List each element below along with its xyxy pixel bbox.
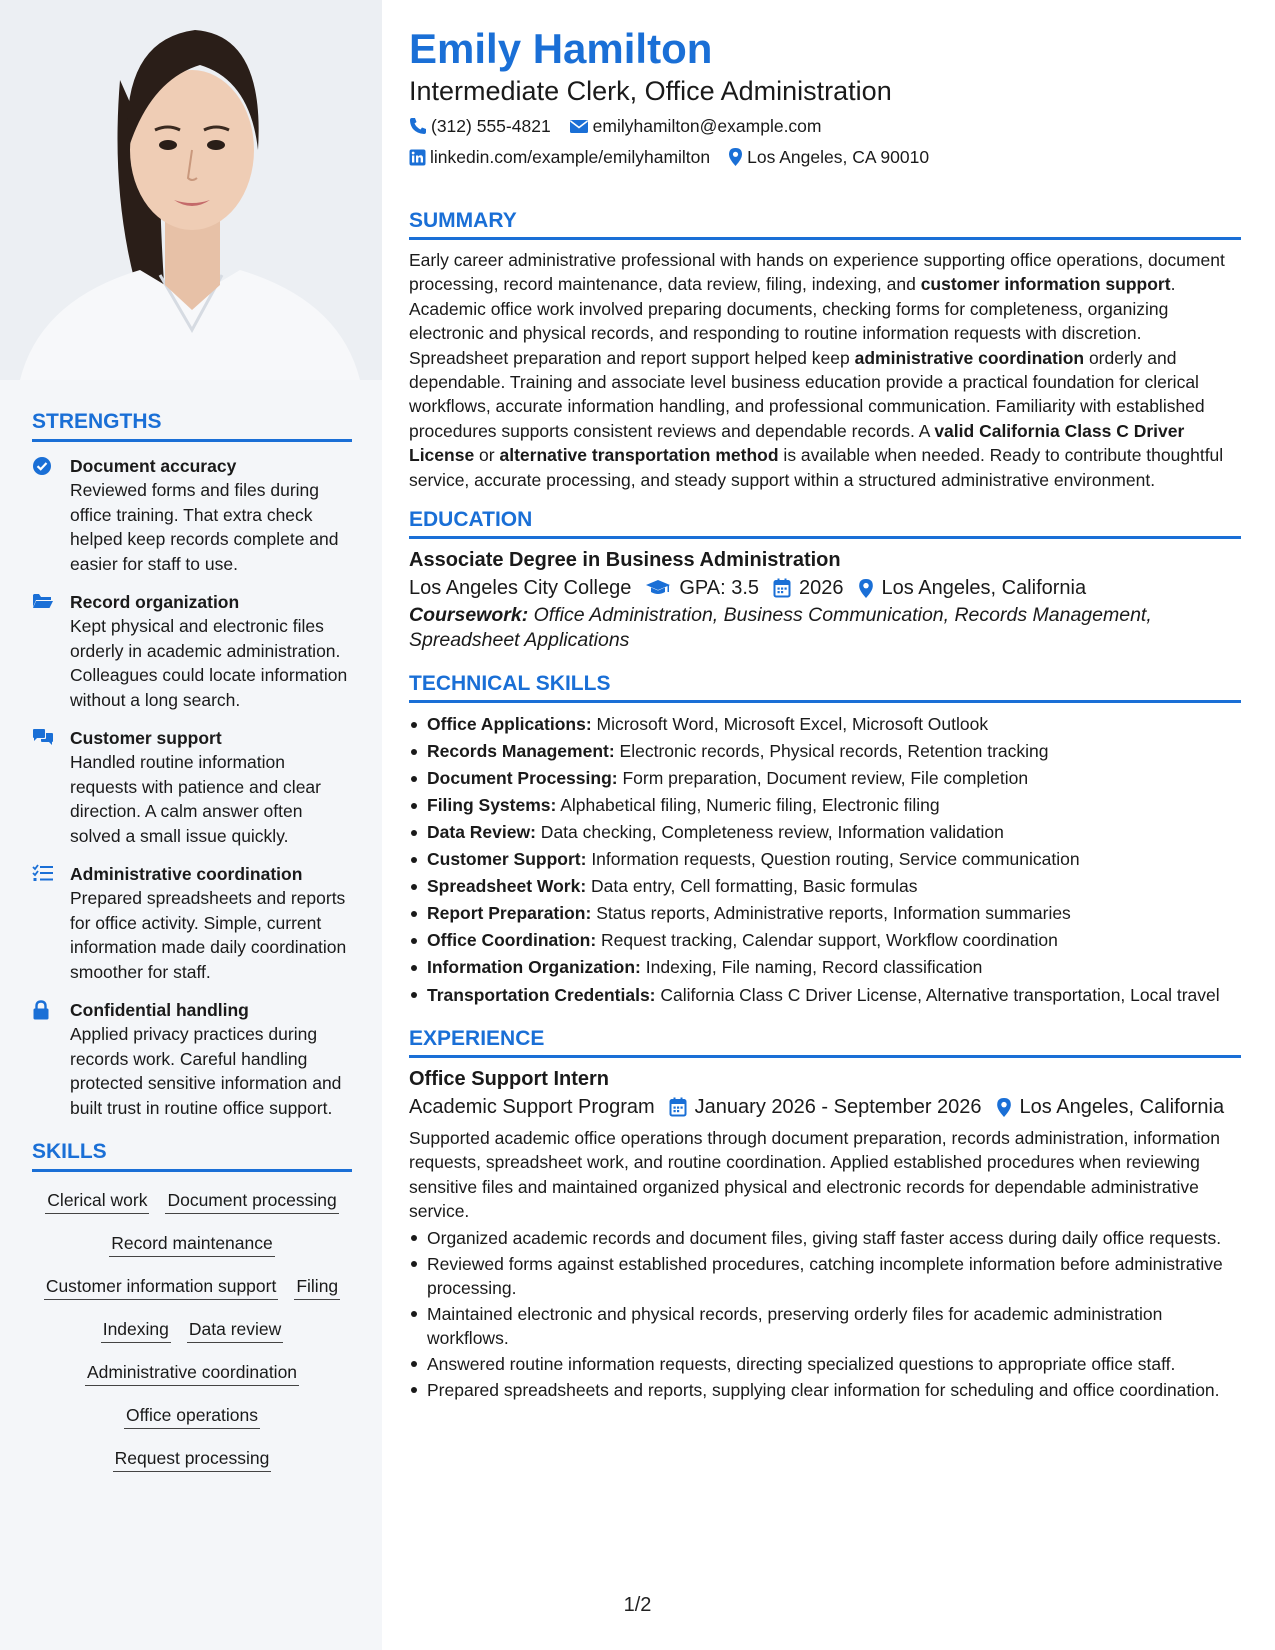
summary-heading: SUMMARY	[409, 209, 1241, 240]
email-link[interactable]: emilyhamilton@example.com	[592, 116, 822, 136]
technical-skills-heading: TECHNICAL SKILLS	[409, 672, 1241, 703]
page-number: 1/2	[623, 1594, 652, 1616]
strength-description: Handled routine information requests with patience and clear direction. A calm answer often solved a small issue quickly.	[70, 752, 321, 846]
list-item: Office Applications: Microsoft Word, Microsoft Excel, Microsoft Outlook	[409, 711, 1241, 738]
year-text: 2026	[799, 577, 844, 600]
edu-location-item	[858, 573, 1087, 603]
skill-tag: Request processing	[113, 1446, 272, 1472]
graduation-cap-icon	[645, 579, 671, 597]
education-section	[409, 508, 1241, 652]
list-item: Document Processing: Form preparation, Document review, File completion	[409, 765, 1241, 792]
strength-item	[32, 726, 352, 848]
employer-name: Academic Support Program	[409, 1096, 655, 1119]
list-item: Filing Systems: Alphabetical filing, Numeric filing, Electronic filing	[409, 792, 1241, 819]
skill-tags	[32, 1184, 352, 1472]
dates-text: January 2026 - September 2026	[694, 1096, 982, 1119]
strength-title: Administrative coordination	[70, 864, 303, 884]
list-item: Organized academic records and document files, giving staff faster access during daily office requests.	[409, 1226, 1241, 1250]
calendar-icon	[669, 1097, 687, 1117]
gpa-item	[645, 573, 759, 603]
phone-text: (312) 555-4821	[431, 116, 551, 136]
strength-title: Customer support	[70, 728, 222, 748]
list-check-icon	[32, 862, 70, 984]
skill-tag: Indexing	[101, 1317, 171, 1343]
linkedin-icon	[409, 149, 426, 166]
list-item: Transportation Credentials: California Class C Driver License, Alternative transportation, Local travel	[409, 983, 1241, 1007]
map-marker-icon	[728, 147, 743, 167]
job-title: Office Support Intern	[409, 1068, 609, 1091]
strengths-heading: STRENGTHS	[32, 410, 352, 442]
phone-icon	[409, 117, 427, 135]
strength-item	[32, 998, 352, 1120]
list-item: Maintained electronic and physical records, preserving orderly files for academic administration workflows.	[409, 1302, 1241, 1351]
education-heading: EDUCATION	[409, 508, 1241, 539]
list-item: Reviewed forms against established procedures, catching incomplete information before administrative processing.	[409, 1252, 1241, 1301]
job-meta	[409, 1092, 1241, 1122]
envelope-icon	[569, 118, 589, 134]
degree-title: Associate Degree in Business Administration	[409, 549, 841, 572]
map-marker-icon	[858, 578, 874, 599]
linkedin-contact[interactable]	[409, 145, 710, 169]
comments-icon	[32, 726, 70, 848]
list-item: Spreadsheet Work: Data entry, Cell formatting, Basic formulas	[409, 873, 1241, 900]
strength-description: Reviewed forms and files during office training. That extra check helped keep records complete and easier for staff to use.	[70, 480, 339, 574]
list-item: Information Organization: Indexing, File naming, Record classification	[409, 954, 1241, 981]
sidebar-content	[32, 410, 352, 1472]
skill-tag: Record maintenance	[109, 1231, 274, 1257]
job-location-item	[996, 1092, 1225, 1122]
contact-row	[409, 145, 1241, 169]
gpa-text: GPA: 3.5	[679, 577, 760, 600]
main-content	[409, 24, 1241, 1404]
skill-tag: Data review	[187, 1317, 283, 1343]
candidate-name: Emily Hamilton	[409, 25, 713, 72]
strength-description: Applied privacy practices during records work. Careful handling protected sensitive information and built trust in routine office support.	[70, 1024, 342, 1118]
list-item: Records Management: Electronic records, Physical records, Retention tracking	[409, 738, 1241, 765]
phone-contact	[409, 114, 551, 138]
list-item: Prepared spreadsheets and reports, supplying clear information for scheduling and office coordination.	[409, 1378, 1241, 1402]
list-item: Office Coordination: Request tracking, Calendar support, Workflow coordination	[409, 927, 1241, 954]
coursework: Coursework: Office Administration, Business Communication, Records Management, Spreadsheet Applications	[409, 604, 1152, 651]
contact-row	[409, 114, 1241, 138]
folder-open-icon	[32, 590, 70, 712]
email-contact[interactable]	[569, 114, 822, 138]
skill-tag: Administrative coordination	[85, 1360, 299, 1386]
check-circle-icon	[32, 454, 70, 576]
strength-title: Confidential handling	[70, 1000, 249, 1020]
job-bullets	[409, 1226, 1241, 1403]
sidebar	[0, 0, 382, 1650]
technical-skills-list	[409, 711, 1241, 1007]
summary-text: Early career administrative professional with hands on experience supporting office operations, document processing, record maintenance, data review, filing, indexing, and customer information support. Academic office work involved preparing documents, checking forms for completeness, organizing electronic and physical records, and responding to routine information requests with discretion. Spreadsheet preparation and report support helped keep administrative coordination orderly and dependable. Training and associate level business education provide a practical foundation for clerical workflows, accurate information handling, and professional communication. Familiarity with established procedures supports consistent reviews and dependable records. A valid California Class C Driver License or alternative transportation method is available when needed. Ready to contribute thoughtful service, accurate processing, and steady support within a structured administrative environment.	[409, 250, 1225, 490]
experience-section	[409, 1027, 1241, 1402]
year-item	[773, 573, 844, 603]
experience-heading: EXPERIENCE	[409, 1027, 1241, 1058]
skill-tag: Filing	[294, 1274, 340, 1300]
skill-tag: Document processing	[165, 1188, 338, 1214]
skill-tag: Office operations	[124, 1403, 260, 1429]
summary-section	[409, 209, 1241, 492]
job-location-text: Los Angeles, California	[1019, 1096, 1225, 1119]
strength-item	[32, 862, 352, 984]
education-meta	[409, 573, 1241, 603]
calendar-icon	[773, 578, 791, 598]
strength-title: Document accuracy	[70, 456, 237, 476]
job-description: Supported academic office operations through document preparation, records administration, information requests, spreadsheet work, and routine coordination. Applied established procedures when reviewing sensitive files and maintained organized physical and electronic records for dependable administrative service.	[409, 1128, 1220, 1222]
edu-location-text: Los Angeles, California	[881, 577, 1087, 600]
map-marker-icon	[996, 1097, 1012, 1118]
lock-icon	[32, 998, 70, 1120]
linkedin-link[interactable]: linkedin.com/example/emilyhamilton	[430, 147, 711, 167]
school-name: Los Angeles City College	[409, 577, 632, 600]
skill-tag: Clerical work	[45, 1188, 149, 1214]
strength-description: Kept physical and electronic files orderly in academic administration. Colleagues could locate information without a long search.	[70, 616, 348, 710]
candidate-title: Intermediate Clerk, Office Administration	[409, 76, 892, 106]
skills-heading: SKILLS	[32, 1140, 352, 1172]
dates-item	[669, 1092, 982, 1122]
strength-item	[32, 590, 352, 712]
skill-tag: Customer information support	[44, 1274, 279, 1300]
list-item: Data Review: Data checking, Completeness review, Information validation	[409, 819, 1241, 846]
list-item: Customer Support: Information requests, Question routing, Service communication	[409, 846, 1241, 873]
profile-photo	[0, 0, 382, 380]
location-text: Los Angeles, CA 90010	[747, 147, 930, 167]
technical-skills-section	[409, 672, 1241, 1007]
strength-description: Prepared spreadsheets and reports for office activity. Simple, current information made daily coordination smoother for staff.	[70, 888, 347, 982]
list-item: Report Preparation: Status reports, Administrative reports, Information summaries	[409, 900, 1241, 927]
strength-title: Record organization	[70, 592, 240, 612]
location-contact	[728, 145, 929, 169]
strength-item	[32, 454, 352, 576]
list-item: Answered routine information requests, directing specialized questions to appropriate office staff.	[409, 1352, 1241, 1376]
